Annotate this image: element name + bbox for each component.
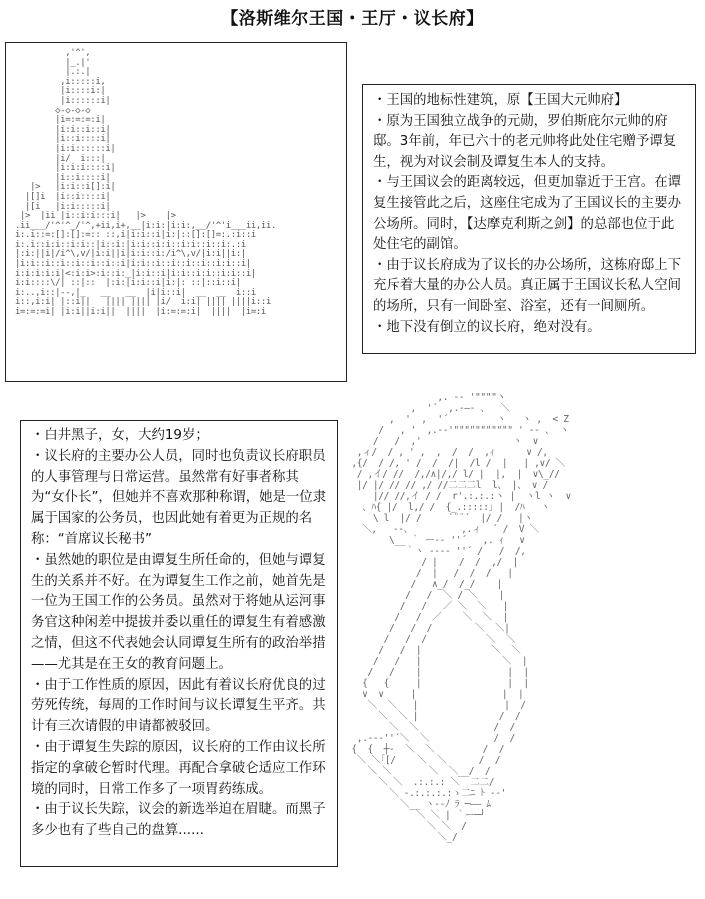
residence-info-box xyxy=(362,84,696,354)
info-paragraph: ・地下没有倒立的议长府，绝对没有。 xyxy=(373,319,601,335)
info-paragraph: ・王国的地标性建筑，原【王国大元帅府】 xyxy=(373,93,628,108)
secretary-paragraph: ・虽然她的职位是由谭复生所任命的，但她与谭复生的关系并不好。在为谭复生工作之前，她首先是一位为王国工作的公务员。虽然对于将她从运河事务官这种闲差中提拔并委以重任的谭复生有着感激之情，但这不代表她会认同谭复生所有的政治举措——尤其是在王女的教育问题上。 xyxy=(31,552,326,672)
secretary-paragraph: ・由于议长失踪，议会的新选举迫在眉睫。而黑子多少也有了些自己的盘算...... xyxy=(31,802,326,839)
building-ascii-art: ,'^', |_.|' |.:.| ,i:::::i, |i::::i:| |i::::::i| ◇-◇-◇-◇ |i=:=:=:i| |i:i::i::i| |i::i::::i| |i:i::::::i| |i/ i:::| |i:i:i::::i| |i::i::::i| |> |i:i::i[]:i| |[]i |i::i::::i| |[i |i:i:::::i| |> |ii |i::i:i:::i| |> |> .ii___/'^'^_/'^,+ii,i+,__|i:i:|i:i:,__/'^'i___ii,ii. i:.i::=:[]:[]:=:: ::,i|i:i::i|i:|::[]:[]=:.:i::i i:.i::i:i::i:i::|i::i:|i:i::i:i::i:i::i::i:.:i |:i:||i|/i^\,v/|i:i||i|i:i::i:/i^\,v/|i:i||i:| |i:i::i::i::i::i::i::i|i:i::i::i::i::i::i:i::i| i:i:i:i:i|<:i:i>:i::i:_|i:i::i|i:i::i:i::i:i::i| i:i::::\/| ::|:: |:i:|i:i::i|i:|: ::|::i::i| i:..,i::|--,|_ __ __ |i|i::i| __ __ i::i i::,i:i| |::i|| |||| |||| |i/ i:i| |||| ||||i::i i=:=:=i| |i:i||i:i|| |||| |i:=:=:i| |||| |i=:i xyxy=(15,48,276,318)
info-paragraph: ・原为王国独立战争的元勋，罗伯斯庇尔元帅的府邸。3年前，年已六十的老元帅将此处住宅赠予谭复生，视为对议会制及谭复生本人的支持。 xyxy=(373,113,677,170)
secretary-info-box xyxy=(20,420,338,867)
building-illustration-box xyxy=(5,42,347,382)
character-ascii-art: ,. -‐ '""""ヽ , '´ ,.-―- 、 ＼ , ' , '´ ヽ ヽ , < Z / , ' ,.-‐'""""""""""" ' ‐- 、 ヽ / / ,' ヽ ∨ ,ィ/ / , ' , , / / ,ｨ ∨ /, ,{/ / /, ' / / /| /l / | | ,∨/ ＼ / ,イ/ // /,/∧|/,/ l/ | |, | ∨\_// |/ |/ // // ,/ //二二二l l、 |、 ∨ / |// //,イ / / r'.:.:.:ヽ | ヽl ヽ ∨ 、ﾊ{ |/ l,/ / {_.:::::｣ | /ﾊ ヽ \ l |/ / `¨¨´ |/ / |ヽ ＼, ‐-、 ,.ィ ´ / V ＼ \__ ｀ ー-‐ ''´ ,. ｨ ∨ ｀ヽ ‐--‐ ''´ / / /, / | / / ,/ | / | / / / | / ∧_/ /_/ | / / ＼ / ＼ | / / ／ ＼ ＼ | / / ／ ＼ ＼ | / / / ＼ ＼| / / / ＼ ＼ / / | ＼ ＼ / / | ＼ | / / | | | { { | | | ∨ ∨ | | | ＼ ＼ | | / ＼ ＼ | / / ＼ ＼ / / ,.-‐‐''´＼ ＼ / / { { ┼- ＼ ＼ / / ＼ ＼｢[/ ＼ ＼ / / ＼ ＼ ＼ ＼__/ / ＼ ＼ .:.:.: ＼ 二二/ ＼ -.:.:.:.:ゝ二ﾆ ﾄ --' ＼__ ヽ--ﾉ ﾗ ─―― ﾑ ＼ ＼ | ｀ー─┘ ＼ ＼ / ＼_/ xyxy=(351,392,571,843)
info-paragraph: ・与王国议会的距离较远，但更加靠近于王宫。在谭复生接管此之后，这座住宅成为了王国议长的主要办公场所。同时，【达摩克利斯之剑】的总部也位于此处住宅的副馆。 xyxy=(373,175,681,253)
secretary-paragraph: ・由于谭复生失踪的原因，议长府的工作由议长所指定的拿破仑暂时代理。再配合拿破仑适应工作环境的同时，日常工作多了一项胃药练成。 xyxy=(31,739,326,797)
info-paragraph: ・由于议长府成为了议长的办公场所，这栋府邸上下充斥着大量的办公人员。真正属于王国议长私人空间的场所，只有一间卧室、浴室，还有一间厕所。 xyxy=(373,257,681,314)
secretary-paragraph: ・白井黑子，女，大约19岁； xyxy=(31,428,209,443)
page-title: 【洛斯维尔王国・王厅・议长府】 xyxy=(221,9,484,29)
secretary-paragraph: ・议长府的主要办公人员，同时也负责议长府职员的人事管理与日常运营。虽然常有好事者称其为“女仆长”，但她并不喜欢那种称谓，她是一位隶属于国家的公务员，也因此她有着更为正规的名称：“首席议长秘书” xyxy=(31,448,327,547)
secretary-paragraph: ・由于工作性质的原因，因此有着议长府优良的过劳死传统，每周的工作时间与议长谭复生平齐。共计有三次请假的申请都被驳回。 xyxy=(31,677,326,735)
